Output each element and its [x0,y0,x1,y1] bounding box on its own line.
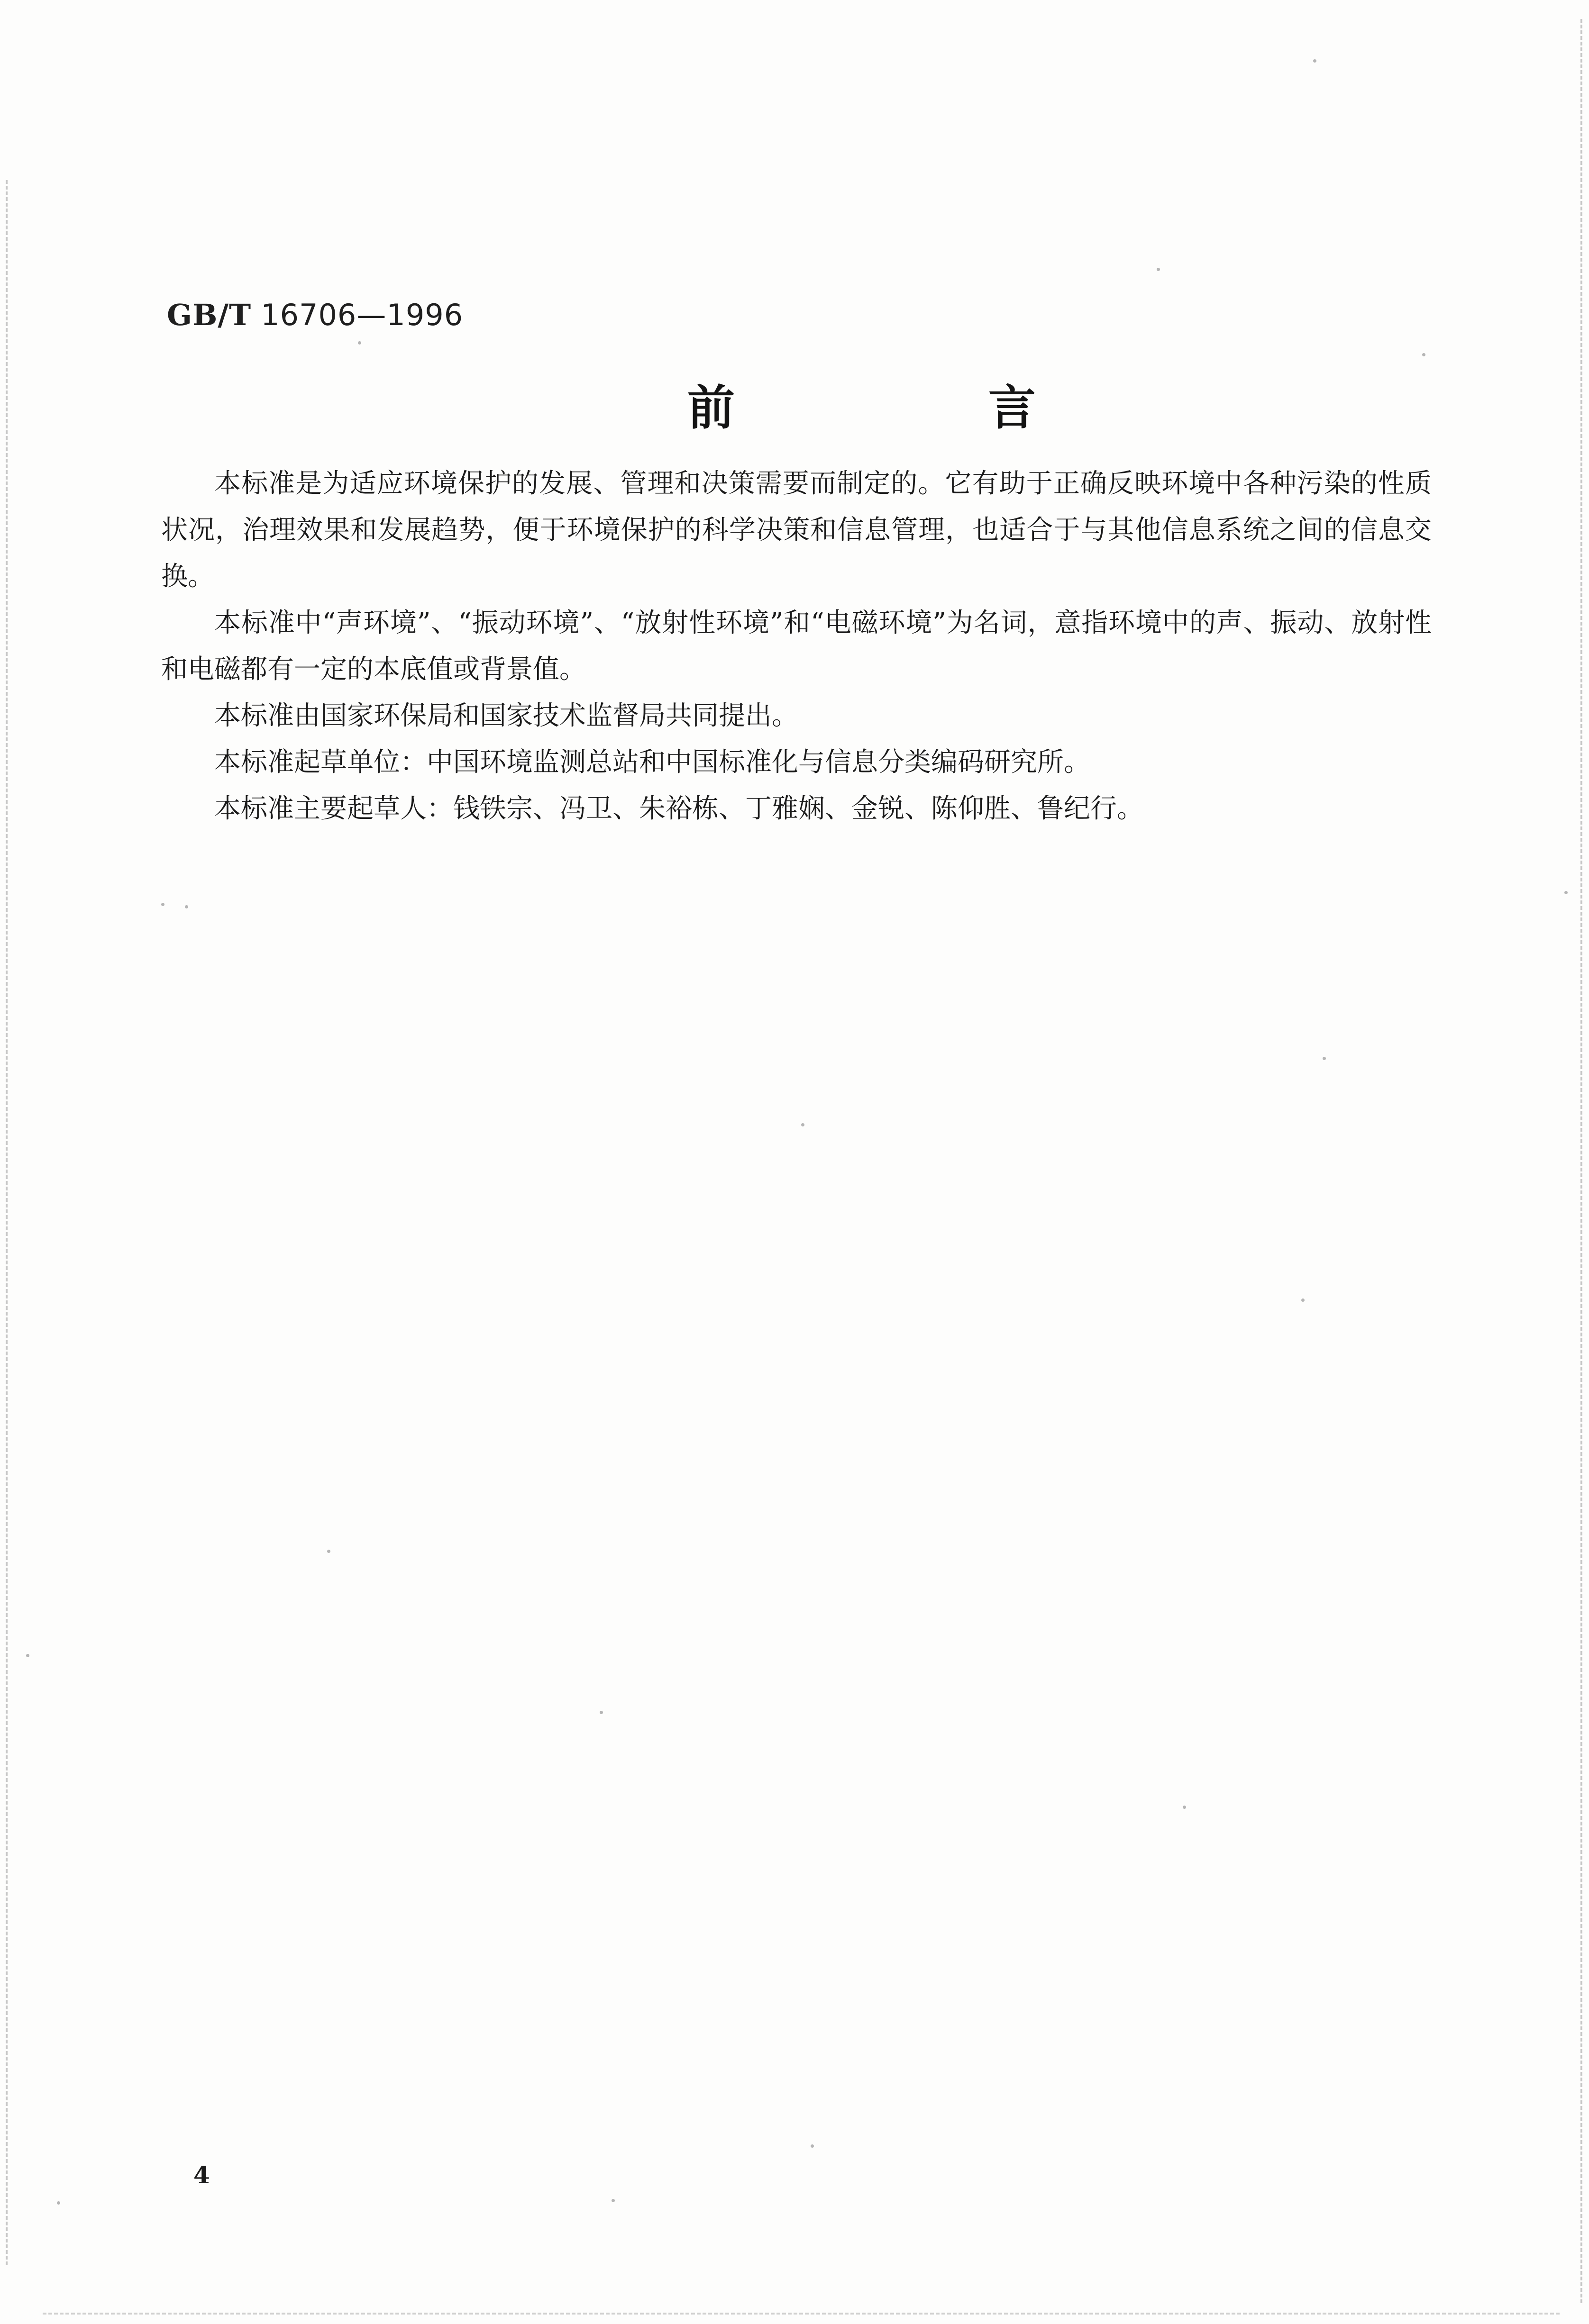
paragraph-proposer: 本标准由国家环保局和国家技术监督局共同提出。 [214,700,798,731]
scan-speck [1564,891,1568,894]
paragraph-purpose: 本标准是为适应环境保护的发展、管理和决策需要而制定的。它有助于正确反映环境中各种污染的性质状况，治理效果和发展趋势，便于环境保护的科学决策和信息管理，也适合于与其他信息系统之间的信息交换。 [161,468,1432,592]
scan-speck [600,1711,603,1714]
scan-speck [161,903,164,906]
scan-edge-right [1580,19,1582,2303]
scan-speck [358,341,361,345]
scan-edge-bottom [43,2313,1560,2315]
scan-speck [1301,1298,1305,1302]
paragraph-drafters: 本标准主要起草人：钱铁宗、冯卫、朱裕栋、丁雅娴、金锐、陈仰胜、鲁纪行。 [214,793,1143,824]
foreword-body [161,461,1432,832]
scan-speck [57,2201,60,2205]
scan-speck [1183,1806,1186,1809]
foreword-title: 前 言 [687,380,1154,436]
scan-speck [26,1654,29,1657]
scan-edge-left [6,180,8,2265]
page-number: 4 [193,2161,210,2189]
paragraph-terms: 本标准中“声环境”、“振动环境”、“放射性环境”和“电磁环境”为名词，意指环境中的声、振动、放射性和电磁都有一定的本底值或背景值。 [161,608,1432,685]
scan-speck [1313,59,1316,63]
scan-speck [801,1123,804,1126]
scan-speck [1157,268,1160,271]
scan-speck [327,1550,330,1553]
standard-prefix: GB/T [167,298,252,332]
scan-speck [185,905,188,908]
scan-speck [612,2199,615,2202]
standard-code: 16706—1996 [261,298,464,332]
scan-speck [1422,353,1425,356]
paragraph-drafting-units: 本标准起草单位：中国环境监测总站和中国标准化与信息分类编码研究所。 [214,747,1090,778]
scan-speck [811,2144,814,2148]
scan-speck [1323,1057,1326,1060]
standard-number [167,298,463,332]
